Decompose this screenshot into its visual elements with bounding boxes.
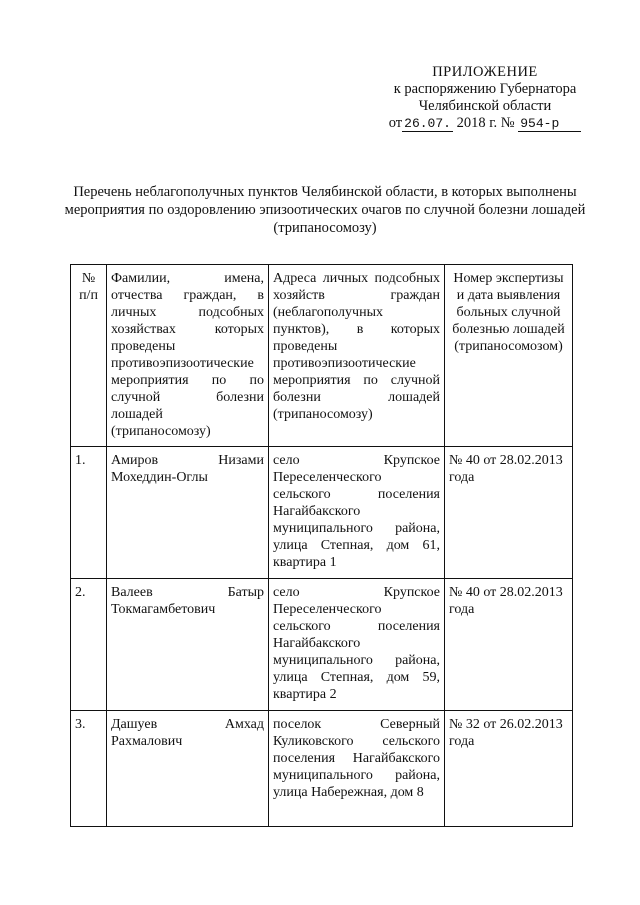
table-row [71, 711, 573, 827]
document-header [360, 64, 610, 132]
header-line-decree: к распоряжению Губернатора [393, 81, 577, 97]
document-title: Перечень неблагополучных пунктов Челябинской области, в которых выполнены мероприятия по оздоровлению эпизоотических очагов по случной болезни лошадей (трипаносомозу) [64, 184, 586, 236]
row-address: село Крупское Переселенческого сельского поселения Нагайбакского муниципального района, улица Степная, дом 59, квартира 2 [269, 579, 445, 711]
row-name: Валеев Батыр Токмагамбетович [107, 579, 269, 711]
column-header-number: № п/п [71, 265, 107, 447]
row-number: 1. [71, 447, 107, 579]
table-row [71, 447, 573, 579]
table-row [71, 579, 573, 711]
decree-number: 954-р [518, 116, 581, 132]
farms-table [70, 264, 573, 827]
date-prefix: от [388, 115, 403, 131]
row-number: 2. [71, 579, 107, 711]
row-name: Дашуев Амхад Рахмалович [107, 711, 269, 827]
row-address: село Крупское Переселенческого сельского поселения Нагайбакского муниципального района, улица Степная, дом 61, квартира 1 [269, 447, 445, 579]
appendix-title: ПРИЛОЖЕНИЕ [432, 64, 538, 80]
table-header-row [71, 265, 573, 447]
header-line-region: Челябинской области [418, 98, 552, 114]
row-address: поселок Северный Куликовского сельского поселения Нагайбакского муниципального района, улица Набережная, дом 8 [269, 711, 445, 827]
row-expertise: № 40 от 28.02.2013 года [445, 447, 573, 579]
header-date-row [360, 115, 610, 132]
column-header-names: Фамилии, имена, отчества граждан, в личных подсобных хозяйствах которых проведены противоэпизоотические мероприятия по по случной болезни лошадей (трипаносомозу) [107, 265, 269, 447]
column-header-expertise: Номер экспертизы и дата выявления больных случной болезнью лошадей (трипаносомозом) [445, 265, 573, 447]
row-number: 3. [71, 711, 107, 827]
column-header-addresses: Адреса личных подсобных хозяйств граждан (неблагополучных пунктов), в которых проведены противоэпизоотические мероприятия по случной болезни лошадей (трипаносомозу) [269, 265, 445, 447]
row-expertise: № 40 от 28.02.2013 года [445, 579, 573, 711]
row-name: Амиров Низами Мохеддин-Оглы [107, 447, 269, 579]
date-mid: 2018 г. № [456, 115, 515, 131]
row-expertise: № 32 от 26.02.2013 года [445, 711, 573, 827]
date-value: 26.07. [404, 116, 451, 131]
